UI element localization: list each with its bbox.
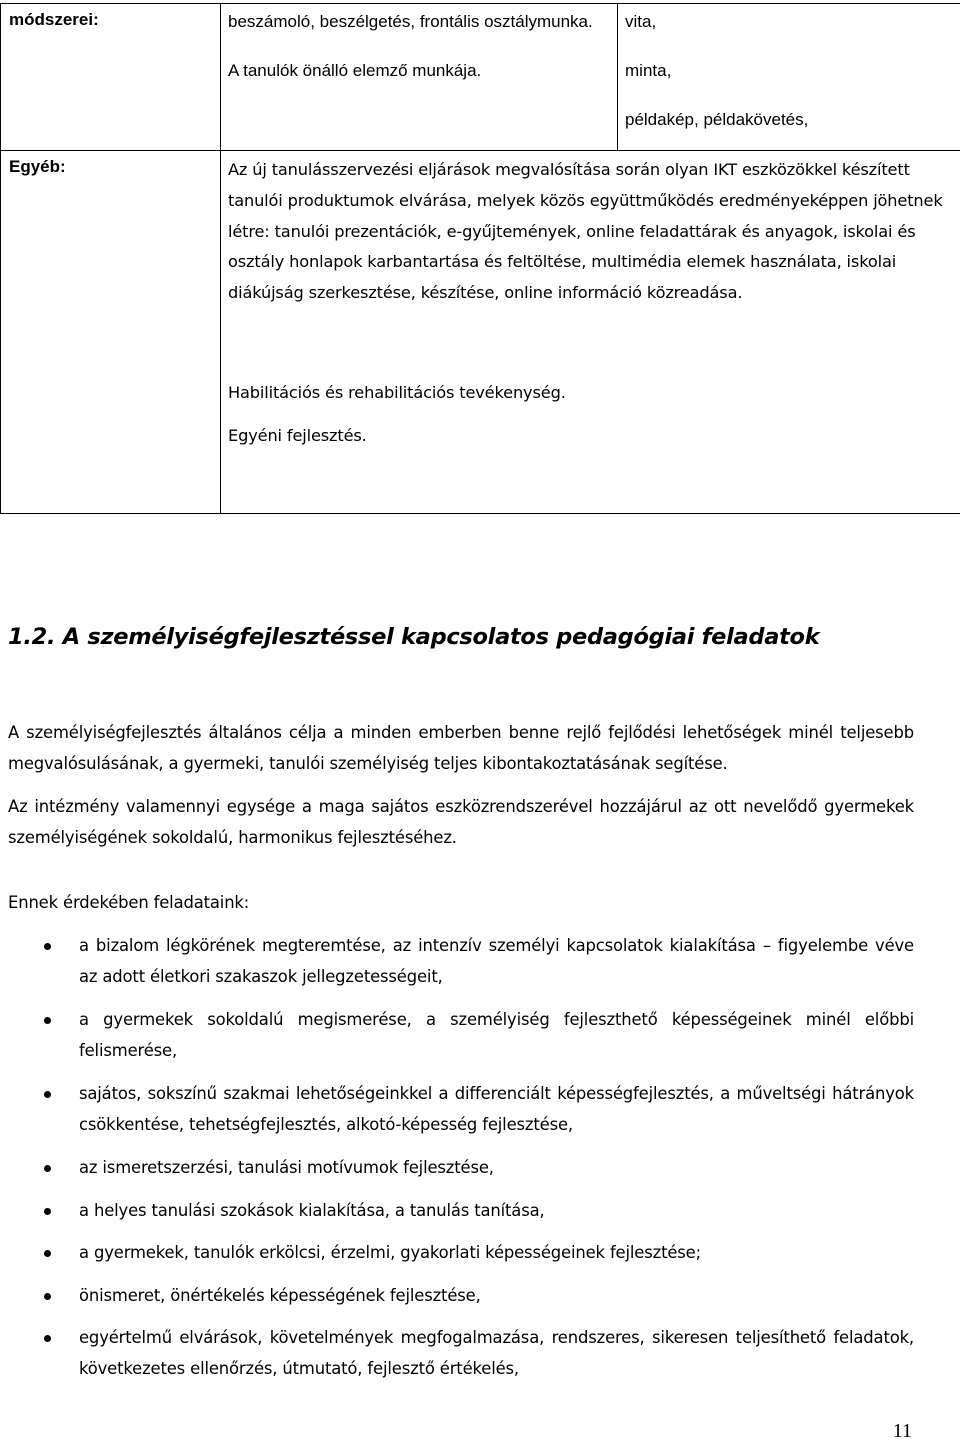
list-item: önismeret, önértékelés képességének fejlesztése, bbox=[0, 1281, 914, 1312]
cell-text: Egyéni fejlesztés. bbox=[228, 425, 367, 445]
table-cell-label bbox=[1, 151, 221, 514]
list-item: a gyermekek sokoldalú megismerése, a személyiség fejleszthető képességeinek minél előbbi felismerése, bbox=[0, 1005, 914, 1066]
list-item: a helyes tanulási szokások kialakítása, a tanulás tanítása, bbox=[0, 1196, 914, 1227]
bullet-icon bbox=[44, 1293, 51, 1300]
bullet-icon bbox=[44, 1250, 51, 1257]
list-item: egyértelmű elvárások, követelmények megfogalmazása, rendszeres, sikeresen teljesíthető feladatok, következetes ellenőrzés, útmutató, fejlesztő értékelés, bbox=[0, 1323, 914, 1384]
table-row bbox=[1, 151, 960, 514]
bullet-icon bbox=[44, 1017, 51, 1024]
bullet-icon bbox=[44, 1208, 51, 1215]
paragraph: A személyiségfejlesztés általános célja a minden emberben benne rejlő fejlődési lehetőségek minél teljesebb megvalósulásának, a gyermeki, tanulói személyiség teljes kibontakoztatásának segítése. bbox=[8, 723, 914, 773]
cell-text: minta, bbox=[625, 61, 672, 80]
section-heading: 1.2. A személyiségfejlesztéssel kapcsolatos pedagógiai feladatok bbox=[8, 624, 820, 650]
row-label-other: Egyéb: bbox=[9, 157, 66, 176]
list-item: a gyermekek, tanulók erkölcsi, érzelmi, gyakorlati képességeinek fejlesztése; bbox=[0, 1238, 914, 1269]
cell-paragraph: Az új tanulásszervezési eljárások megvalósítása során olyan IKT eszközökkel készített tanulói produktumok elvárása, melyek közös együttműködés eredményeképpen jöhetnek létre: tanulói prezentációk, e-gyűjtemények, online feladattárak és anyagok, iskolai és osztály honlapok karbantartása és feltöltése, multimédia elemek használata, iskolai diákújság szerkesztése, készítése, online információ közreadása. bbox=[228, 160, 943, 303]
bullet-icon bbox=[44, 1165, 51, 1172]
cell-text: vita, bbox=[625, 12, 657, 31]
bullet-icon bbox=[44, 1335, 51, 1342]
table-cell bbox=[618, 4, 960, 151]
page-number: 11 bbox=[892, 1420, 912, 1442]
paragraph: Ennek érdekében feladataink: bbox=[8, 893, 250, 912]
list-item: a bizalom légkörének megteremtése, az intenzív személyi kapcsolatok kialakítása – figyelembe véve az adott életkori szakaszok jellegzetességeit, bbox=[0, 931, 914, 992]
list-item: sajátos, sokszínű szakmai lehetőségeinkkel a differenciált képességfejlesztés, a műveltségi hátrányok csökkentése, tehetségfejlesztés, alkotó-képesség fejlesztése, bbox=[0, 1079, 914, 1140]
bullet-icon bbox=[44, 943, 51, 950]
cell-text: beszámoló, beszélgetés, frontális osztálymunka. bbox=[228, 12, 593, 31]
table-cell bbox=[221, 4, 618, 151]
paragraph: Az intézmény valamennyi egysége a maga sajátos eszközrendszerével hozzájárul az ott nevelődő gyermekek személyiségének sokoldalú, harmonikus fejlesztéséhez. bbox=[8, 797, 914, 847]
task-list bbox=[0, 931, 914, 1384]
list-item: az ismeretszerzési, tanulási motívumok fejlesztése, bbox=[0, 1153, 914, 1184]
bullet-icon bbox=[44, 1091, 51, 1098]
row-label-methods: módszerei: bbox=[9, 10, 99, 29]
cell-text: példakép, példakövetés, bbox=[625, 110, 809, 129]
table-cell bbox=[221, 151, 960, 514]
table-cell-label bbox=[1, 4, 221, 151]
table-row bbox=[1, 4, 960, 151]
cell-text: Habilitációs és rehabilitációs tevékenység. bbox=[228, 382, 566, 402]
cell-text: A tanulók önálló elemző munkája. bbox=[228, 61, 482, 80]
methods-table bbox=[0, 3, 959, 514]
